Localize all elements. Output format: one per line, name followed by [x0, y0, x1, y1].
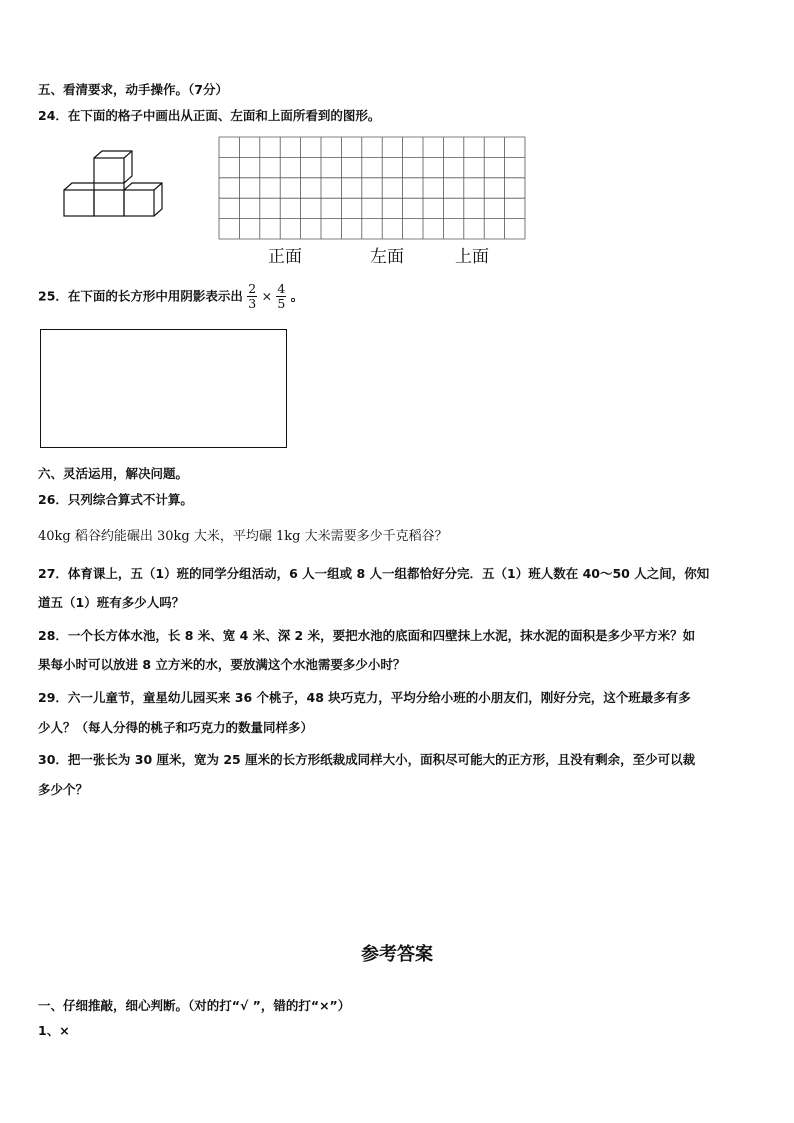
frac1-numerator: 2: [248, 281, 257, 296]
label-top: 上面: [455, 247, 489, 267]
question-29-line1: 29．六一儿童节，童星幼儿园买来 36 个桃子，48 块巧克力，平均分给小班的小朋友们，刚好分完，这个班最多有多: [38, 690, 691, 705]
drawing-grid[interactable]: [218, 136, 526, 240]
shading-rectangle[interactable]: [40, 329, 287, 448]
section5-heading: 五、看清要求，动手操作。（7分）: [38, 82, 228, 97]
fraction-4-5: [276, 282, 286, 311]
question-29-line2: 少人？（每人分得的桃子和巧克力的数量同样多）: [38, 720, 314, 735]
q25-suffix: 。: [290, 288, 304, 304]
times-sign: ×: [261, 288, 273, 304]
fraction-2-3: [247, 282, 257, 311]
question-26: 26．只列综合算式不计算。: [38, 492, 193, 507]
frac1-denominator: 3: [248, 296, 257, 311]
question-27-line1: 27．体育课上，五（1）班的同学分组活动，6 人一组或 8 人一组都恰好分完．五（1）班人数在 40～50 人之间，你知: [38, 566, 710, 581]
question-28-line1: 28．一个长方体水池，长 8 米、宽 4 米、深 2 米，要把水池的底面和四壁抹上水泥，抹水泥的面积是多少平方米？如: [38, 628, 696, 643]
answers-title: 参考答案: [361, 944, 433, 965]
q25-prefix: 25．在下面的长方形中用阴影表示出: [38, 288, 243, 304]
question-28-line2: 果每小时可以放进 8 立方米的水，要放满这个水池需要多少小时？: [38, 657, 406, 672]
frac2-numerator: 4: [277, 281, 286, 296]
frac2-denominator: 5: [277, 296, 286, 311]
section6-heading: 六、灵活运用，解决问题。: [38, 466, 189, 481]
question-27-line2: 道五（1）班有多少人吗？: [38, 595, 185, 610]
question-24: 24．在下面的格子中画出从正面、左面和上面所看到的图形。: [38, 108, 381, 123]
label-left: 左面: [370, 247, 404, 267]
cube-figure: [60, 148, 168, 220]
question-26-detail: 40kg 稻谷约能碾出 30kg 大米，平均碾 1kg 大米需要多少千克稻谷？: [38, 529, 448, 544]
answers-section1: 一、仔细推敲，细心判断。（对的打“√ ”，错的打“×”）: [38, 998, 351, 1013]
label-front: 正面: [268, 247, 302, 267]
question-30-line1: 30．把一张长为 30 厘米，宽为 25 厘米的长方形纸裁成同样大小，面积尽可能大的正方形，且没有剩余，至少可以裁: [38, 752, 696, 767]
answer-item-1: 1、×: [38, 1023, 70, 1038]
question-25: [38, 282, 303, 311]
question-30-line2: 多少个？: [38, 782, 89, 797]
